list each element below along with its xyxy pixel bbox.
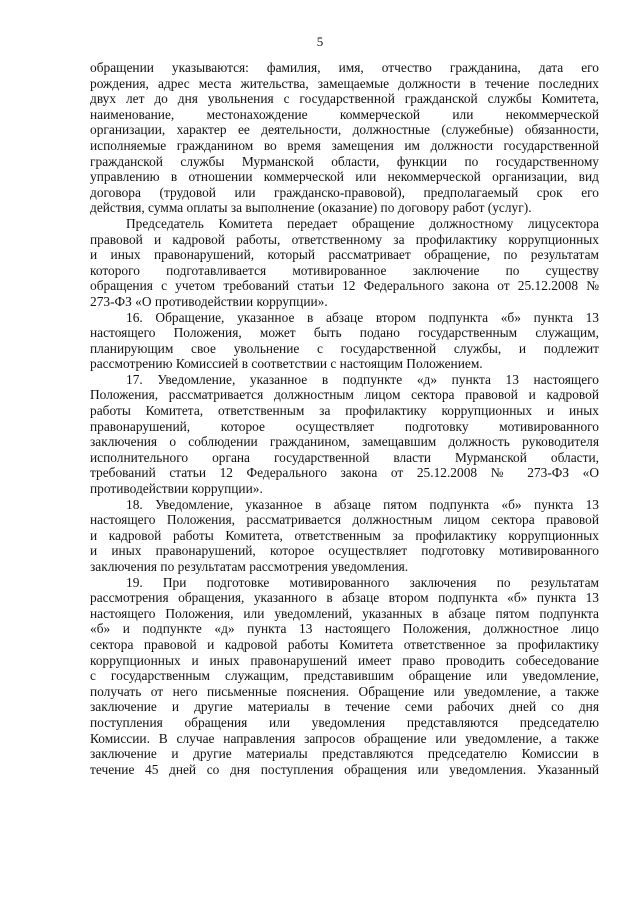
paragraph xyxy=(90,575,599,778)
paragraph-line: Комиссии. В случае направления запросов обращение или уведомление, а также xyxy=(90,730,599,746)
paragraph-line: заключение и другие материалы в течение семи рабочих дней со дня xyxy=(90,699,599,715)
paragraph-line: двух лет до дня увольнения с государственной гражданской службы Комитета, xyxy=(90,91,599,107)
paragraph-line: 19. При подготовке мотивированного заключения по результатам xyxy=(126,574,599,590)
paragraph-line: Положения, рассматривается должностным лицом сектора правовой и кадровой xyxy=(90,387,599,403)
paragraph xyxy=(90,216,599,310)
paragraph-line: исполняемые гражданином во время замещения им должности государственной xyxy=(90,137,599,153)
paragraph-line: 16. Обращение, указанное в абзаце втором подпункта «б» пункта 13 xyxy=(126,309,599,325)
paragraph-line: Председатель Комитета передает обращение должностному лицусектора xyxy=(126,215,599,231)
paragraph-line: которого подготавливается мотивированное заключение по существу xyxy=(90,262,599,278)
paragraph-line: действия, сумма оплаты за выполнение (оказание) по договору работ (услуг). xyxy=(90,200,532,216)
paragraph-line: рождения, адрес места жительства, замещаемые должности в течение последних xyxy=(90,75,599,91)
paragraph-line: правонарушений, которое осуществляет подготовку мотивированного xyxy=(90,418,599,434)
paragraph-line: «б» и подпункте «д» пункта 13 настоящего Положения, должностное лицо xyxy=(90,621,599,637)
paragraph-line: и кадровой работы Комитета, ответственным за профилактику коррупционных xyxy=(90,527,599,543)
paragraph-line: управлению в отношении коммерческой или некоммерческой организации, вид xyxy=(90,169,599,185)
paragraph-line: и иных правонарушений, который рассматривает обращение, по результатам xyxy=(90,247,599,263)
paragraph-line: противодействии коррупции». xyxy=(90,481,263,497)
page-number: 5 xyxy=(316,34,324,49)
paragraph-line: с государственным служащим, представившим обращение или уведомление, xyxy=(90,668,599,684)
paragraph-line: 273-ФЗ «О противодействии коррупции». xyxy=(90,293,328,309)
paragraph-line: заключение и другие материалы представляются председателю Комиссии в xyxy=(90,746,599,762)
paragraph-line: настоящего Положения, может быть подано государственным служащим, xyxy=(90,325,599,341)
paragraph-line: требований статьи 12 Федерального закона от 25.12.2008 № 273-ФЗ «О xyxy=(90,465,599,481)
paragraph xyxy=(90,497,599,575)
paragraph-line: поступления обращения или уведомления представляются председателю xyxy=(90,714,599,730)
paragraph-line: настоящего Положения, рассматривается должностным лицом сектора правовой xyxy=(90,512,599,528)
paragraph-line: правовой и кадровой работы, ответственному за профилактику коррупционных xyxy=(90,231,599,247)
paragraph-line: сектора правовой и кадровой работы Комитета ответственное за профилактику xyxy=(90,636,599,652)
paragraph-line: планирующим свое увольнение с государственной службы, и подлежит xyxy=(90,340,599,356)
paragraph-line: 18. Уведомление, указанное в абзаце пятом подпункта «б» пункта 13 xyxy=(126,496,599,512)
paragraph-line: рассмотрения обращения, указанного в абзаце втором подпункта «б» пункта 13 xyxy=(90,590,599,606)
paragraph-line: организации, характер ее деятельности, должностные (служебные) обязанности, xyxy=(90,122,599,138)
paragraph-line: рассмотрению Комиссией в соответствии с настоящим Положением. xyxy=(90,356,483,372)
paragraph-line: настоящего Положения, или уведомлений, указанных в абзаце пятом подпункта xyxy=(90,605,599,621)
paragraph-line: заключения по результатам рассмотрения уведомления. xyxy=(90,559,409,574)
paragraph-line: и иных правонарушений, которое осуществляет подготовку мотивированного xyxy=(90,543,599,559)
paragraph-line: коррупционных и иных правонарушений имеет право проводить собеседование xyxy=(90,652,599,668)
paragraph-line: обращения с учетом требований статьи 12 Федерального закона от 25.12.2008 № xyxy=(90,278,599,294)
paragraph-line: течение 45 дней со дня поступления обращения или уведомления. Указанный xyxy=(90,761,599,777)
paragraph-line: гражданской службы Мурманской области, функции по государственному xyxy=(90,153,599,169)
paragraph-line: 17. Уведомление, указанное в подпункте «д» пункта 13 настоящего xyxy=(126,371,599,387)
paragraph-line: работы Комитета, ответственным за профилактику коррупционных и иных xyxy=(90,403,599,419)
paragraph-line: договора (трудовой или гражданско-правовой), предполагаемый срок его xyxy=(90,184,599,200)
paragraph-line: исполнительного органа государственной власти Мурманской области, xyxy=(90,449,599,465)
paragraph xyxy=(90,310,599,372)
paragraph-line: обращении указываются: фамилия, имя, отчество гражданина, дата его xyxy=(90,60,599,75)
document-body xyxy=(90,60,599,777)
paragraph-line: получать от него письменные пояснения. Обращение или уведомление, а также xyxy=(90,683,599,699)
paragraph-line: заключения о соблюдении гражданином, замещавшим должность руководителя xyxy=(90,434,599,450)
paragraph-line: наименование, местонахождение коммерческой или некоммерческой xyxy=(90,106,599,122)
paragraph xyxy=(90,60,599,216)
paragraph xyxy=(90,372,599,497)
